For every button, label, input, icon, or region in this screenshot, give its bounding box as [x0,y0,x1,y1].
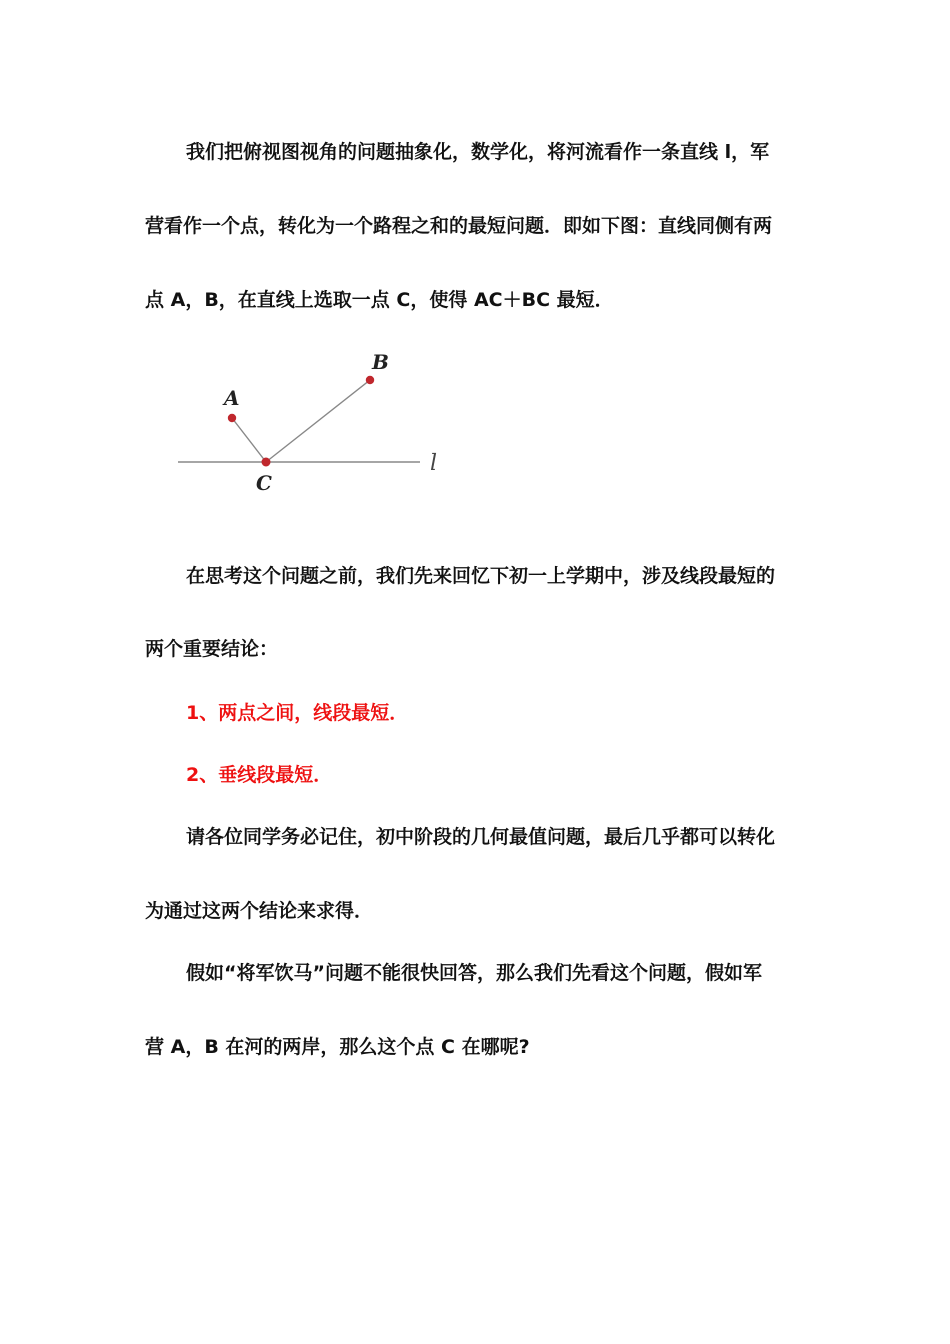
label-c: C [256,471,272,495]
point-c [262,458,271,467]
paragraph-4-line-2: 营 A，B 在河的两岸，那么这个点 C 在哪呢? [145,1036,530,1058]
paragraph-2-line-2: 两个重要结论： [145,638,279,660]
paragraph-1-line-3: 点 A，B，在直线上选取一点 C，使得 AC＋BC 最短． [145,289,614,311]
segment-ac [232,418,266,462]
point-a [228,414,236,422]
segment-bc [266,380,370,462]
paragraph-1-line-1: 我们把俯视图视角的问题抽象化，数学化，将河流看作一条直线 l，军 [186,141,770,163]
figure-svg [170,340,460,500]
conclusion-2: 2、垂线段最短． [186,764,333,786]
label-line: l [430,451,438,476]
label-b: B [372,350,389,374]
label-a: A [224,386,240,410]
paragraph-2-line-1: 在思考这个问题之前，我们先来回忆下初一上学期中，涉及线段最短的 [186,565,776,587]
paragraph-3-line-1: 请各位同学务必记住，初中阶段的几何最值问题，最后几乎都可以转化 [186,826,776,848]
paragraph-3-line-2: 为通过这两个结论来求得． [145,900,374,922]
paragraph-4-line-1: 假如“将军饮马”问题不能很快回答，那么我们先看这个问题，假如军 [186,962,762,984]
geometry-figure [170,340,460,500]
paragraph-1-line-2: 营看作一个点，转化为一个路程之和的最短问题．即如下图：直线同侧有两 [145,215,773,237]
point-b [366,376,374,384]
conclusion-1: 1、两点之间，线段最短． [186,702,409,724]
